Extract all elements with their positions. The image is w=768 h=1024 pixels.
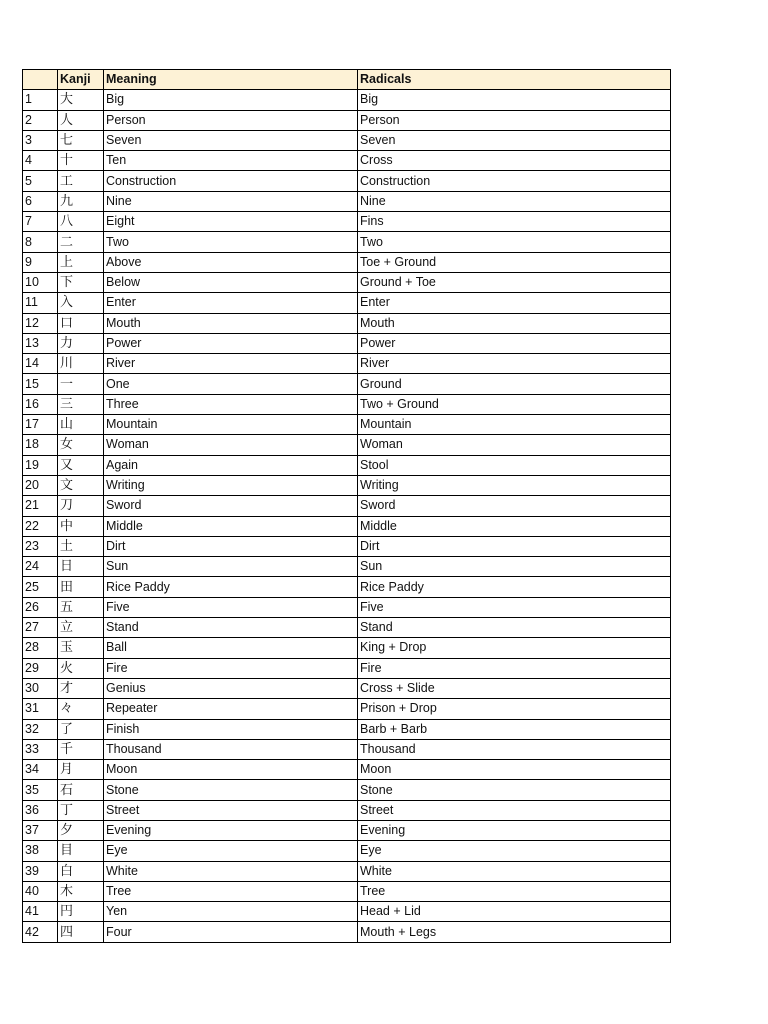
radicals-cell: Ground + Toe: [358, 272, 671, 292]
table-row: [23, 272, 671, 292]
kanji-cell: 四: [58, 922, 104, 942]
kanji-cell: 才: [58, 678, 104, 698]
row-number: 22: [23, 516, 58, 536]
row-number: 28: [23, 638, 58, 658]
meaning-cell: Fire: [104, 658, 358, 678]
meaning-cell: River: [104, 354, 358, 374]
kanji-cell: 二: [58, 232, 104, 252]
meaning-cell: Repeater: [104, 699, 358, 719]
header-number: [23, 70, 58, 90]
radicals-cell: Head + Lid: [358, 902, 671, 922]
table-row: [23, 719, 671, 739]
meaning-cell: Writing: [104, 475, 358, 495]
meaning-cell: Three: [104, 394, 358, 414]
radicals-cell: Stone: [358, 780, 671, 800]
radicals-cell: Eye: [358, 841, 671, 861]
radicals-cell: Thousand: [358, 739, 671, 759]
radicals-cell: Street: [358, 800, 671, 820]
meaning-cell: Four: [104, 922, 358, 942]
row-number: 40: [23, 881, 58, 901]
row-number: 38: [23, 841, 58, 861]
radicals-cell: Sun: [358, 557, 671, 577]
row-number: 25: [23, 577, 58, 597]
meaning-cell: One: [104, 374, 358, 394]
kanji-cell: 白: [58, 861, 104, 881]
row-number: 5: [23, 171, 58, 191]
radicals-cell: Sword: [358, 496, 671, 516]
row-number: 13: [23, 333, 58, 353]
kanji-cell: 下: [58, 272, 104, 292]
meaning-cell: Dirt: [104, 536, 358, 556]
table-row: [23, 760, 671, 780]
meaning-cell: Mountain: [104, 415, 358, 435]
table-row: [23, 699, 671, 719]
kanji-cell: 人: [58, 110, 104, 130]
meaning-cell: Middle: [104, 516, 358, 536]
radicals-cell: Moon: [358, 760, 671, 780]
radicals-cell: King + Drop: [358, 638, 671, 658]
row-number: 27: [23, 618, 58, 638]
table-body: [23, 90, 671, 942]
meaning-cell: Person: [104, 110, 358, 130]
table-row: [23, 435, 671, 455]
kanji-cell: 五: [58, 597, 104, 617]
kanji-cell: 上: [58, 252, 104, 272]
kanji-cell: 川: [58, 354, 104, 374]
table-row: [23, 516, 671, 536]
radicals-cell: Person: [358, 110, 671, 130]
table-row: [23, 638, 671, 658]
radicals-cell: Fins: [358, 212, 671, 232]
kanji-cell: 入: [58, 293, 104, 313]
meaning-cell: Ten: [104, 151, 358, 171]
radicals-cell: Cross: [358, 151, 671, 171]
table-row: [23, 171, 671, 191]
radicals-cell: Mountain: [358, 415, 671, 435]
row-number: 4: [23, 151, 58, 171]
radicals-cell: Dirt: [358, 536, 671, 556]
meaning-cell: Tree: [104, 881, 358, 901]
row-number: 2: [23, 110, 58, 130]
kanji-cell: 了: [58, 719, 104, 739]
radicals-cell: Mouth: [358, 313, 671, 333]
table-row: [23, 212, 671, 232]
radicals-cell: Ground: [358, 374, 671, 394]
kanji-cell: 文: [58, 475, 104, 495]
row-number: 18: [23, 435, 58, 455]
kanji-cell: 石: [58, 780, 104, 800]
table-row: [23, 333, 671, 353]
meaning-cell: Stone: [104, 780, 358, 800]
radicals-cell: Nine: [358, 191, 671, 211]
meaning-cell: Eye: [104, 841, 358, 861]
meaning-cell: Construction: [104, 171, 358, 191]
kanji-cell: 七: [58, 130, 104, 150]
meaning-cell: Stand: [104, 618, 358, 638]
row-number: 11: [23, 293, 58, 313]
radicals-cell: Stand: [358, 618, 671, 638]
kanji-cell: 工: [58, 171, 104, 191]
row-number: 7: [23, 212, 58, 232]
kanji-cell: 月: [58, 760, 104, 780]
header-row: [23, 70, 671, 90]
row-number: 17: [23, 415, 58, 435]
meaning-cell: Yen: [104, 902, 358, 922]
kanji-cell: 玉: [58, 638, 104, 658]
table-row: [23, 536, 671, 556]
table-row: [23, 252, 671, 272]
radicals-cell: White: [358, 861, 671, 881]
meaning-cell: Woman: [104, 435, 358, 455]
kanji-cell: 刀: [58, 496, 104, 516]
radicals-cell: Fire: [358, 658, 671, 678]
table-row: [23, 475, 671, 495]
row-number: 36: [23, 800, 58, 820]
row-number: 23: [23, 536, 58, 556]
meaning-cell: Ball: [104, 638, 358, 658]
meaning-cell: Sun: [104, 557, 358, 577]
row-number: 34: [23, 760, 58, 780]
kanji-cell: 田: [58, 577, 104, 597]
radicals-cell: Big: [358, 90, 671, 110]
meaning-cell: Thousand: [104, 739, 358, 759]
row-number: 39: [23, 861, 58, 881]
kanji-cell: 千: [58, 739, 104, 759]
radicals-cell: Tree: [358, 881, 671, 901]
row-number: 12: [23, 313, 58, 333]
row-number: 6: [23, 191, 58, 211]
meaning-cell: Rice Paddy: [104, 577, 358, 597]
kanji-cell: 三: [58, 394, 104, 414]
meaning-cell: Again: [104, 455, 358, 475]
meaning-cell: Nine: [104, 191, 358, 211]
table-row: [23, 496, 671, 516]
table-row: [23, 232, 671, 252]
table-row: [23, 577, 671, 597]
radicals-cell: Two + Ground: [358, 394, 671, 414]
kanji-cell: 立: [58, 618, 104, 638]
table-row: [23, 861, 671, 881]
row-number: 1: [23, 90, 58, 110]
kanji-cell: 中: [58, 516, 104, 536]
radicals-cell: Power: [358, 333, 671, 353]
kanji-cell: 山: [58, 415, 104, 435]
radicals-cell: Evening: [358, 820, 671, 840]
table-row: [23, 374, 671, 394]
table-row: [23, 313, 671, 333]
table-row: [23, 881, 671, 901]
radicals-cell: Rice Paddy: [358, 577, 671, 597]
table-row: [23, 902, 671, 922]
radicals-cell: Mouth + Legs: [358, 922, 671, 942]
row-number: 24: [23, 557, 58, 577]
meaning-cell: Power: [104, 333, 358, 353]
row-number: 32: [23, 719, 58, 739]
table-row: [23, 90, 671, 110]
table-row: [23, 678, 671, 698]
row-number: 20: [23, 475, 58, 495]
table-row: [23, 191, 671, 211]
meaning-cell: Genius: [104, 678, 358, 698]
kanji-cell: 大: [58, 90, 104, 110]
table-row: [23, 820, 671, 840]
kanji-cell: 火: [58, 658, 104, 678]
meaning-cell: Street: [104, 800, 358, 820]
radicals-cell: Construction: [358, 171, 671, 191]
row-number: 26: [23, 597, 58, 617]
row-number: 10: [23, 272, 58, 292]
radicals-cell: Stool: [358, 455, 671, 475]
meaning-cell: Eight: [104, 212, 358, 232]
row-number: 15: [23, 374, 58, 394]
meaning-cell: Sword: [104, 496, 358, 516]
radicals-cell: Cross + Slide: [358, 678, 671, 698]
row-number: 29: [23, 658, 58, 678]
table-row: [23, 800, 671, 820]
meaning-cell: Enter: [104, 293, 358, 313]
meaning-cell: Seven: [104, 130, 358, 150]
row-number: 41: [23, 902, 58, 922]
header-kanji: Kanji: [58, 70, 104, 90]
radicals-cell: Woman: [358, 435, 671, 455]
meaning-cell: Finish: [104, 719, 358, 739]
row-number: 3: [23, 130, 58, 150]
table-row: [23, 151, 671, 171]
radicals-cell: Writing: [358, 475, 671, 495]
row-number: 21: [23, 496, 58, 516]
kanji-cell: 口: [58, 313, 104, 333]
row-number: 19: [23, 455, 58, 475]
meaning-cell: Below: [104, 272, 358, 292]
radicals-cell: Middle: [358, 516, 671, 536]
meaning-cell: Mouth: [104, 313, 358, 333]
table-row: [23, 658, 671, 678]
table-row: [23, 739, 671, 759]
kanji-cell: 夕: [58, 820, 104, 840]
table-row: [23, 455, 671, 475]
row-number: 9: [23, 252, 58, 272]
row-number: 35: [23, 780, 58, 800]
kanji-cell: 一: [58, 374, 104, 394]
row-number: 31: [23, 699, 58, 719]
row-number: 14: [23, 354, 58, 374]
header-meaning: Meaning: [104, 70, 358, 90]
radicals-cell: River: [358, 354, 671, 374]
kanji-cell: 八: [58, 212, 104, 232]
table-row: [23, 293, 671, 313]
kanji-cell: 々: [58, 699, 104, 719]
kanji-cell: 日: [58, 557, 104, 577]
meaning-cell: Moon: [104, 760, 358, 780]
header-radicals: Radicals: [358, 70, 671, 90]
table-row: [23, 557, 671, 577]
meaning-cell: Five: [104, 597, 358, 617]
meaning-cell: White: [104, 861, 358, 881]
meaning-cell: Evening: [104, 820, 358, 840]
table-row: [23, 597, 671, 617]
kanji-table: [22, 69, 671, 943]
kanji-cell: 丁: [58, 800, 104, 820]
radicals-cell: Five: [358, 597, 671, 617]
row-number: 16: [23, 394, 58, 414]
kanji-cell: 女: [58, 435, 104, 455]
kanji-cell: 力: [58, 333, 104, 353]
table-row: [23, 130, 671, 150]
table-row: [23, 394, 671, 414]
radicals-cell: Toe + Ground: [358, 252, 671, 272]
kanji-cell: 目: [58, 841, 104, 861]
kanji-cell: 九: [58, 191, 104, 211]
radicals-cell: Prison + Drop: [358, 699, 671, 719]
kanji-cell: 土: [58, 536, 104, 556]
table-row: [23, 415, 671, 435]
table-row: [23, 618, 671, 638]
kanji-cell: 木: [58, 881, 104, 901]
table-row: [23, 780, 671, 800]
table-row: [23, 110, 671, 130]
row-number: 30: [23, 678, 58, 698]
meaning-cell: Two: [104, 232, 358, 252]
table-row: [23, 354, 671, 374]
meaning-cell: Above: [104, 252, 358, 272]
radicals-cell: Seven: [358, 130, 671, 150]
row-number: 42: [23, 922, 58, 942]
kanji-cell: 円: [58, 902, 104, 922]
row-number: 8: [23, 232, 58, 252]
meaning-cell: Big: [104, 90, 358, 110]
row-number: 37: [23, 820, 58, 840]
kanji-cell: 十: [58, 151, 104, 171]
kanji-cell: 又: [58, 455, 104, 475]
table-row: [23, 841, 671, 861]
table-row: [23, 922, 671, 942]
radicals-cell: Barb + Barb: [358, 719, 671, 739]
radicals-cell: Two: [358, 232, 671, 252]
row-number: 33: [23, 739, 58, 759]
radicals-cell: Enter: [358, 293, 671, 313]
